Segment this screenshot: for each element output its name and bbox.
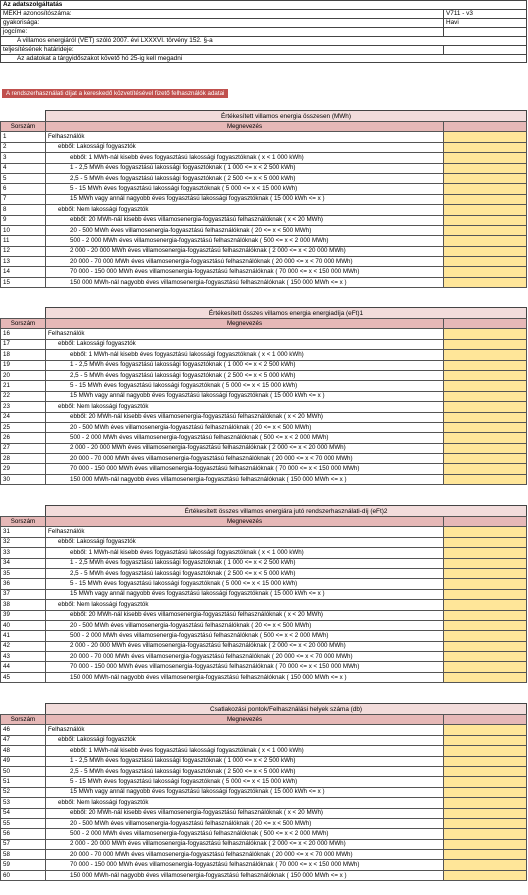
row-label: 500 - 2 000 MWh éves villamosenergia-fogyasztású felhasználóknak ( 500 <= x < 2 000 MWh) (46, 829, 444, 839)
row-number: 22 (1, 391, 46, 401)
value-input-cell[interactable] (444, 798, 527, 808)
table-row (1, 850, 527, 860)
header-row-label: MEKH azonosítószáma: (3, 10, 72, 17)
row-label: 2,5 - 5 MWh éves fogyasztású lakossági fogyasztóknak ( 2 500 <= x < 5 000 kWh) (46, 568, 444, 578)
row-label: 2 000 - 20 000 MWh éves villamosenergia-fogyasztású felhasználóknak ( 2 000 <= x < 20 000 MWh) (46, 641, 444, 651)
table-header-row (1, 715, 527, 725)
value-input-cell[interactable] (444, 381, 527, 391)
header-row (0, 27, 527, 36)
col-header-number: Sorszám (1, 122, 46, 132)
row-label: 20 - 500 MWh éves villamosenergia-fogyasztású felhasználóknak ( 20 <= x < 500 MWh) (46, 620, 444, 630)
header-rows (0, 9, 527, 63)
col-header-name: Megnevezés (46, 122, 444, 132)
block-title: Csatlakozási pontok/Felhasználási helyek száma (db) (45, 703, 527, 714)
table-row (1, 173, 527, 183)
value-input-cell[interactable] (444, 766, 527, 776)
row-label: ebből: Nem lakossági fogyasztók (46, 600, 444, 610)
row-number: 25 (1, 422, 46, 432)
table-header-row (1, 122, 527, 132)
table-row (1, 381, 527, 391)
row-number: 10 (1, 225, 46, 235)
value-input-cell[interactable] (444, 443, 527, 453)
table-row (1, 163, 527, 173)
row-number: 6 (1, 184, 46, 194)
row-label: 5 - 15 MWh éves fogyasztású lakossági fogyasztóknak ( 5 000 <= x < 15 000 kWh) (46, 184, 444, 194)
header-row (0, 54, 527, 63)
col-header-value (444, 319, 527, 329)
table-row (1, 829, 527, 839)
table-row (1, 589, 527, 599)
row-number: 26 (1, 433, 46, 443)
value-input-cell[interactable] (444, 225, 527, 235)
row-number: 38 (1, 600, 46, 610)
table-row (1, 579, 527, 589)
row-label: 500 - 2 000 MWh éves villamosenergia-fogyasztású felhasználóknak ( 500 <= x < 2 000 MWh) (46, 236, 444, 246)
data-table (0, 714, 527, 881)
row-number: 43 (1, 652, 46, 662)
row-label: 2,5 - 5 MWh éves fogyasztású lakossági fogyasztóknak ( 2 500 <= x < 5 000 kWh) (46, 766, 444, 776)
value-input-cell[interactable] (444, 777, 527, 787)
row-label: 20 000 - 70 000 MWh éves villamosenergia-fogyasztású felhasználóknak ( 20 000 <= x < 70 000 MWh) (46, 454, 444, 464)
value-input-cell[interactable] (444, 850, 527, 860)
row-number: 40 (1, 620, 46, 630)
block-title: Értékesített villamos energia összesen (MWh) (45, 110, 527, 121)
row-label: 5 - 15 MWh éves fogyasztású lakossági fogyasztóknak ( 5 000 <= x < 15 000 kWh) (46, 381, 444, 391)
row-label: 70 000 - 150 000 MWh éves villamosenergia-fogyasztású felhasználóknak ( 70 000 <= x < 150 000 MWh) (46, 662, 444, 672)
row-number: 31 (1, 527, 46, 537)
row-label: 2 000 - 20 000 MWh éves villamosenergia-fogyasztású felhasználóknak ( 2 000 <= x < 20 000 MWh) (46, 246, 444, 256)
table-row (1, 870, 527, 880)
value-input-cell[interactable] (444, 370, 527, 380)
table-row (1, 236, 527, 246)
data-table (0, 318, 527, 485)
row-number: 49 (1, 756, 46, 766)
row-label: 70 000 - 150 000 MWh éves villamosenergia-fogyasztású felhasználóknak ( 70 000 <= x < 150 000 MWh) (46, 464, 444, 474)
table-row (1, 787, 527, 797)
row-label: ebből: Lakossági fogyasztók (46, 537, 444, 547)
row-label: ebből: 1 MWh-nál kisebb éves fogyasztású lakossági fogyasztóknak ( x < 1 000 kWh) (46, 350, 444, 360)
row-label: 2,5 - 5 MWh éves fogyasztású lakossági fogyasztóknak ( 2 500 <= x < 5 000 kWh) (46, 173, 444, 183)
header-title: Az adatszolgáltatás (3, 1, 63, 8)
row-label: 20 - 500 MWh éves villamosenergia-fogyasztású felhasználóknak ( 20 <= x < 500 MWh) (46, 225, 444, 235)
table-row (1, 464, 527, 474)
value-input-cell[interactable] (444, 829, 527, 839)
table-row (1, 798, 527, 808)
data-table (0, 516, 527, 683)
header-row-value: Havi (443, 19, 526, 27)
value-input-cell[interactable] (444, 808, 527, 818)
row-number: 13 (1, 257, 46, 267)
row-label: ebből: 20 MWh-nál kisebb éves villamosenergia-fogyasztású felhasználóknak ( x < 20 MWh) (46, 412, 444, 422)
row-label: 20 - 500 MWh éves villamosenergia-fogyasztású felhasználóknak ( 20 <= x < 500 MWh) (46, 422, 444, 432)
table-row (1, 205, 527, 215)
row-label: ebből: Lakossági fogyasztók (46, 735, 444, 745)
table-row (1, 215, 527, 225)
row-number: 35 (1, 568, 46, 578)
row-number: 30 (1, 474, 46, 484)
table-row (1, 402, 527, 412)
row-label: 20 000 - 70 000 MWh éves villamosenergia-fogyasztású felhasználóknak ( 20 000 <= x < 70 000 MWh) (46, 257, 444, 267)
col-header-value (444, 517, 527, 527)
table-row (1, 735, 527, 745)
header-row-label: Az adatokat a tárgyidőszakot követő hó 25-ig kell megadni (17, 55, 183, 62)
value-input-cell[interactable] (444, 194, 527, 204)
row-number: 4 (1, 163, 46, 173)
row-number: 19 (1, 360, 46, 370)
row-number: 54 (1, 808, 46, 818)
row-number: 44 (1, 662, 46, 672)
table-header-row (1, 319, 527, 329)
row-label: 15 MWh vagy annál nagyobb éves fogyasztású lakossági fogyasztóknak ( 15 000 kWh <= x ) (46, 391, 444, 401)
col-header-number: Sorszám (1, 517, 46, 527)
data-table (0, 121, 527, 288)
header-row-label: teljesítésének határideje: (3, 46, 74, 53)
row-label: 150 000 MWh-nál nagyobb éves villamosenergia-fogyasztású felhasználóknak ( 150 000 MWh <= x ) (46, 474, 444, 484)
table-row (1, 568, 527, 578)
table-row (1, 610, 527, 620)
value-input-cell[interactable] (444, 610, 527, 620)
row-number: 5 (1, 173, 46, 183)
value-input-cell[interactable] (444, 620, 527, 630)
value-input-cell[interactable] (444, 527, 527, 537)
row-number: 15 (1, 277, 46, 287)
value-input-cell[interactable] (444, 257, 527, 267)
row-label: Felhasználók (46, 132, 444, 142)
table-row (1, 350, 527, 360)
value-input-cell[interactable] (444, 558, 527, 568)
row-number: 28 (1, 454, 46, 464)
row-number: 50 (1, 766, 46, 776)
data-block (0, 307, 527, 485)
table-row (1, 558, 527, 568)
row-number: 37 (1, 589, 46, 599)
row-number: 2 (1, 142, 46, 152)
value-input-cell[interactable] (444, 537, 527, 547)
table-row (1, 672, 527, 682)
row-number: 58 (1, 850, 46, 860)
header-row-label: A villamos energiáról (VET) szóló 2007. évi LXXXVI. törvény 152. §-a (17, 37, 213, 44)
value-input-cell[interactable] (444, 205, 527, 215)
value-input-cell[interactable] (444, 464, 527, 474)
row-label: 150 000 MWh-nál nagyobb éves villamosenergia-fogyasztású felhasználóknak ( 150 000 MWh <= x ) (46, 672, 444, 682)
table-row (1, 777, 527, 787)
row-number: 36 (1, 579, 46, 589)
row-label: 5 - 15 MWh éves fogyasztású lakossági fogyasztóknak ( 5 000 <= x < 15 000 kWh) (46, 579, 444, 589)
header-row (0, 9, 527, 18)
row-number: 55 (1, 818, 46, 828)
value-input-cell[interactable] (444, 350, 527, 360)
value-input-cell[interactable] (444, 787, 527, 797)
row-number: 8 (1, 205, 46, 215)
row-number: 24 (1, 412, 46, 422)
row-label: ebből: 20 MWh-nál kisebb éves villamosenergia-fogyasztású felhasználóknak ( x < 20 MWh) (46, 610, 444, 620)
value-input-cell[interactable] (444, 474, 527, 484)
col-header-value (444, 715, 527, 725)
header-row (0, 45, 527, 54)
header-row-label: jogcíme: (3, 28, 28, 35)
row-number: 23 (1, 402, 46, 412)
row-number: 45 (1, 672, 46, 682)
table-row (1, 641, 527, 651)
row-number: 48 (1, 746, 46, 756)
table-row (1, 391, 527, 401)
row-label: 2 000 - 20 000 MWh éves villamosenergia-fogyasztású felhasználóknak ( 2 000 <= x < 20 000 MWh) (46, 443, 444, 453)
table-row (1, 277, 527, 287)
table-row (1, 153, 527, 163)
row-number: 51 (1, 777, 46, 787)
row-label: 15 MWh vagy annál nagyobb éves fogyasztású lakossági fogyasztóknak ( 15 000 kWh <= x ) (46, 194, 444, 204)
value-input-cell[interactable] (444, 454, 527, 464)
table-row (1, 225, 527, 235)
row-label: 1 - 2,5 MWh éves fogyasztású lakossági fogyasztóknak ( 1 000 <= x < 2 500 kWh) (46, 163, 444, 173)
table-row (1, 537, 527, 547)
row-label: 150 000 MWh-nál nagyobb éves villamosenergia-fogyasztású felhasználóknak ( 150 000 MWh <= x ) (46, 870, 444, 880)
value-input-cell[interactable] (444, 246, 527, 256)
table-row (1, 474, 527, 484)
table-row (1, 360, 527, 370)
row-label: 5 - 15 MWh éves fogyasztású lakossági fogyasztóknak ( 5 000 <= x < 15 000 kWh) (46, 777, 444, 787)
col-header-value (444, 122, 527, 132)
row-number: 46 (1, 725, 46, 735)
report-header (0, 0, 527, 63)
row-label: 150 000 MWh-nál nagyobb éves villamosenergia-fogyasztású felhasználóknak ( 150 000 MWh <= x ) (46, 277, 444, 287)
col-header-name: Megnevezés (46, 715, 444, 725)
col-header-number: Sorszám (1, 319, 46, 329)
value-input-cell[interactable] (444, 735, 527, 745)
data-block (0, 703, 527, 881)
header-row (0, 36, 527, 45)
row-number: 20 (1, 370, 46, 380)
table-row (1, 662, 527, 672)
value-input-cell[interactable] (444, 422, 527, 432)
value-input-cell[interactable] (444, 725, 527, 735)
value-input-cell[interactable] (444, 860, 527, 870)
table-row (1, 142, 527, 152)
value-input-cell[interactable] (444, 153, 527, 163)
row-number: 1 (1, 132, 46, 142)
col-header-name: Megnevezés (46, 319, 444, 329)
value-input-cell[interactable] (444, 391, 527, 401)
value-input-cell[interactable] (444, 579, 527, 589)
value-input-cell[interactable] (444, 412, 527, 422)
row-label: 1 - 2,5 MWh éves fogyasztású lakossági fogyasztóknak ( 1 000 <= x < 2 500 kWh) (46, 360, 444, 370)
block-title: Értékesített összes villamos energiára jutó rendszerhasználati-díj (eFt)2 (45, 505, 527, 516)
table-row (1, 766, 527, 776)
value-input-cell[interactable] (444, 839, 527, 849)
value-input-cell[interactable] (444, 184, 527, 194)
value-input-cell[interactable] (444, 163, 527, 173)
table-row (1, 725, 527, 735)
table-row (1, 620, 527, 630)
table-row (1, 184, 527, 194)
value-input-cell[interactable] (444, 870, 527, 880)
row-number: 41 (1, 631, 46, 641)
value-input-cell[interactable] (444, 339, 527, 349)
table-row (1, 756, 527, 766)
row-label: 70 000 - 150 000 MWh éves villamosenergia-fogyasztású felhasználóknak ( 70 000 <= x < 150 000 MWh) (46, 267, 444, 277)
value-input-cell[interactable] (444, 329, 527, 339)
row-number: 32 (1, 537, 46, 547)
value-input-cell[interactable] (444, 267, 527, 277)
row-number: 21 (1, 381, 46, 391)
table-row (1, 267, 527, 277)
row-number: 60 (1, 870, 46, 880)
row-label: ebből: 20 MWh-nál kisebb éves villamosenergia-fogyasztású felhasználóknak ( x < 20 MWh) (46, 215, 444, 225)
table-row (1, 246, 527, 256)
value-input-cell[interactable] (444, 173, 527, 183)
row-label: ebből: Nem lakossági fogyasztók (46, 205, 444, 215)
header-row-label: gyakorisága: (3, 19, 40, 26)
value-input-cell[interactable] (444, 142, 527, 152)
value-input-cell[interactable] (444, 402, 527, 412)
row-number: 18 (1, 350, 46, 360)
value-input-cell[interactable] (444, 672, 527, 682)
header-row (0, 18, 527, 27)
row-label: Felhasználók (46, 527, 444, 537)
row-number: 16 (1, 329, 46, 339)
table-row (1, 257, 527, 267)
row-label: 15 MWh vagy annál nagyobb éves fogyasztású lakossági fogyasztóknak ( 15 000 kWh <= x ) (46, 589, 444, 599)
value-input-cell[interactable] (444, 360, 527, 370)
table-row (1, 860, 527, 870)
row-label: 2 000 - 20 000 MWh éves villamosenergia-fogyasztású felhasználóknak ( 2 000 <= x < 20 000 MWh) (46, 839, 444, 849)
value-input-cell[interactable] (444, 589, 527, 599)
col-header-number: Sorszám (1, 715, 46, 725)
value-input-cell[interactable] (444, 756, 527, 766)
row-number: 17 (1, 339, 46, 349)
table-row (1, 839, 527, 849)
row-label: 500 - 2 000 MWh éves villamosenergia-fogyasztású felhasználóknak ( 500 <= x < 2 000 MWh) (46, 631, 444, 641)
table-row (1, 631, 527, 641)
row-label: 500 - 2 000 MWh éves villamosenergia-fogyasztású felhasználóknak ( 500 <= x < 2 000 MWh) (46, 433, 444, 443)
table-row (1, 818, 527, 828)
row-label: ebből: 20 MWh-nál kisebb éves villamosenergia-fogyasztású felhasználóknak ( x < 20 MWh) (46, 808, 444, 818)
table-row (1, 194, 527, 204)
row-label: 70 000 - 150 000 MWh éves villamosenergia-fogyasztású felhasználóknak ( 70 000 <= x < 150 000 MWh) (46, 860, 444, 870)
row-number: 11 (1, 236, 46, 246)
row-label: ebből: Lakossági fogyasztók (46, 142, 444, 152)
row-label: ebből: 1 MWh-nál kisebb éves fogyasztású lakossági fogyasztóknak ( x < 1 000 kWh) (46, 746, 444, 756)
table-row (1, 370, 527, 380)
block-title: Értékesített összes villamos energia energiadíja (eFt)1 (45, 307, 527, 318)
row-label: 20 000 - 70 000 MWh éves villamosenergia-fogyasztású felhasználóknak ( 20 000 <= x < 70 000 MWh) (46, 850, 444, 860)
table-row (1, 527, 527, 537)
row-number: 52 (1, 787, 46, 797)
row-number: 56 (1, 829, 46, 839)
row-label: 1 - 2,5 MWh éves fogyasztású lakossági fogyasztóknak ( 1 000 <= x < 2 500 kWh) (46, 756, 444, 766)
table-row (1, 548, 527, 558)
row-number: 39 (1, 610, 46, 620)
row-label: ebből: Lakossági fogyasztók (46, 339, 444, 349)
value-input-cell[interactable] (444, 662, 527, 672)
row-label: ebből: 1 MWh-nál kisebb éves fogyasztású lakossági fogyasztóknak ( x < 1 000 kWh) (46, 153, 444, 163)
row-label: ebből: Nem lakossági fogyasztók (46, 798, 444, 808)
table-row (1, 412, 527, 422)
row-label: Felhasználók (46, 329, 444, 339)
row-number: 7 (1, 194, 46, 204)
col-header-name: Megnevezés (46, 517, 444, 527)
table-row (1, 132, 527, 142)
data-block (0, 505, 527, 683)
row-label: 15 MWh vagy annál nagyobb éves fogyasztású lakossági fogyasztóknak ( 15 000 kWh <= x ) (46, 787, 444, 797)
row-label: 20 - 500 MWh éves villamosenergia-fogyasztású felhasználóknak ( 20 <= x < 500 MWh) (46, 818, 444, 828)
header-row-value (443, 28, 526, 36)
value-input-cell[interactable] (444, 600, 527, 610)
row-number: 57 (1, 839, 46, 849)
table-row (1, 329, 527, 339)
table-row (1, 443, 527, 453)
row-label: 20 000 - 70 000 MWh éves villamosenergia-fogyasztású felhasználóknak ( 20 000 <= x < 70 000 MWh) (46, 652, 444, 662)
row-label: ebből: Nem lakossági fogyasztók (46, 402, 444, 412)
table-row (1, 339, 527, 349)
value-input-cell[interactable] (444, 652, 527, 662)
table-header-row (1, 517, 527, 527)
row-label: Felhasználók (46, 725, 444, 735)
row-number: 33 (1, 548, 46, 558)
value-input-cell[interactable] (444, 215, 527, 225)
value-input-cell[interactable] (444, 132, 527, 142)
header-row-value: V711 - v3 (443, 10, 526, 18)
row-number: 29 (1, 464, 46, 474)
value-input-cell[interactable] (444, 568, 527, 578)
value-input-cell[interactable] (444, 433, 527, 443)
value-input-cell[interactable] (444, 818, 527, 828)
value-input-cell[interactable] (444, 641, 527, 651)
row-number: 34 (1, 558, 46, 568)
header-row-value (443, 46, 526, 54)
table-row (1, 422, 527, 432)
row-number: 14 (1, 267, 46, 277)
table-row (1, 652, 527, 662)
value-input-cell[interactable] (444, 236, 527, 246)
table-row (1, 433, 527, 443)
row-number: 42 (1, 641, 46, 651)
row-number: 9 (1, 215, 46, 225)
table-row (1, 746, 527, 756)
row-label: 1 - 2,5 MWh éves fogyasztású lakossági fogyasztóknak ( 1 000 <= x < 2 500 kWh) (46, 558, 444, 568)
value-input-cell[interactable] (444, 548, 527, 558)
data-block (0, 110, 527, 288)
section-title: A rendszerhasználati díjat a kereskedő közvetítésével fizető felhasználók adatai (2, 89, 228, 98)
value-input-cell[interactable] (444, 746, 527, 756)
row-label: 2,5 - 5 MWh éves fogyasztású lakossági fogyasztóknak ( 2 500 <= x < 5 000 kWh) (46, 370, 444, 380)
row-number: 47 (1, 735, 46, 745)
value-input-cell[interactable] (444, 277, 527, 287)
row-number: 53 (1, 798, 46, 808)
row-number: 12 (1, 246, 46, 256)
table-row (1, 808, 527, 818)
row-number: 3 (1, 153, 46, 163)
table-row (1, 600, 527, 610)
row-number: 59 (1, 860, 46, 870)
table-row (1, 454, 527, 464)
row-label: ebből: 1 MWh-nál kisebb éves fogyasztású lakossági fogyasztóknak ( x < 1 000 kWh) (46, 548, 444, 558)
value-input-cell[interactable] (444, 631, 527, 641)
row-number: 27 (1, 443, 46, 453)
header-title-row (0, 0, 527, 9)
